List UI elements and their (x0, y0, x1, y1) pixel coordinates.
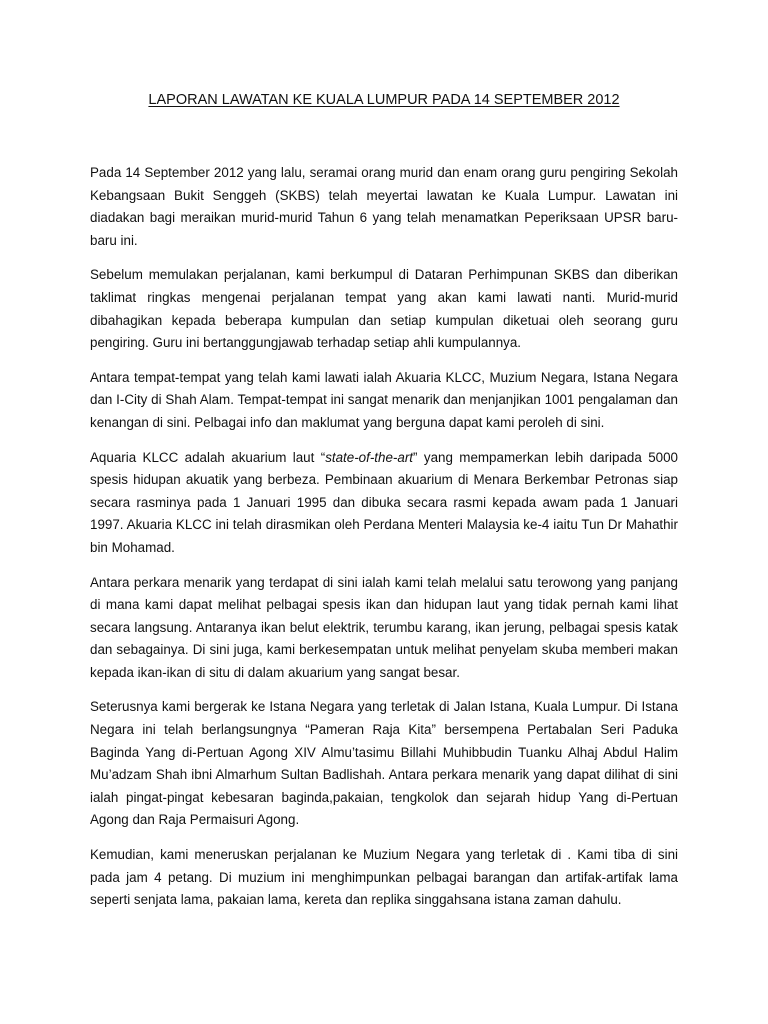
document-title: LAPORAN LAWATAN KE KUALA LUMPUR PADA 14 SEPTEMBER 2012 (148, 92, 620, 108)
paragraph-2: Sebelum memulakan perjalanan, kami berkumpul di Dataran Perhimpunan SKBS dan diberikan taklimat ringkas mengenai perjalanan tempat yang akan kami lawati nanti. Murid-murid dibahagikan kepada beberapa kumpulan dan setiap kumpulan diketuai oleh seorang guru pengiring. Guru ini bertanggungjawab terhadap setiap ahli kumpulannya. (90, 267, 678, 351)
paragraph-7: Kemudian, kami meneruskan perjalanan ke Muzium Negara yang terletak di . Kami tiba di sini pada jam 4 petang. Di muzium ini menghimpunkan pelbagai barangan dan artifak-artifak lama seperti senjata lama, pakaian lama, kereta dan replika singgahsana istana zaman dahulu. (90, 847, 678, 908)
document-body (90, 162, 678, 924)
paragraph-4-lead: Aquaria KLCC adalah akuarium laut “ (90, 449, 326, 465)
paragraph-1: Pada 14 September 2012 yang lalu, seramai orang murid dan enam orang guru pengiring Sekolah Kebangsaan Bukit Senggeh (SKBS) telah meyertai lawatan ke Kuala Lumpur. Lawatan ini diadakan bagi meraikan murid-murid Tahun 6 yang telah menamatkan Peperiksaan UPSR baru-baru ini. (90, 165, 678, 248)
paragraph-4 (90, 447, 678, 560)
paragraph-4-italic-term: state-of-the-art (325, 449, 414, 465)
paragraph-3: Antara tempat-tempat yang telah kami lawati ialah Akuaria KLCC, Muzium Negara, Istana Negara dan I-City di Shah Alam. Tempat-tempat ini sangat menarik dan menjanjikan 1001 pengalaman dan kenangan di sini. Pelbagai info dan maklumat yang berguna dapat kami peroleh di sini. (90, 369, 678, 430)
paragraph-5: Antara perkara menarik yang terdapat di sini ialah kami telah melalui satu terowong yang panjang di mana kami dapat melihat pelbagai spesis ikan dan hidupan laut yang tidak pernah kami lihat secara langsung. Antaranya ikan belut elektrik, terumbu karang, ikan jerung, pelbagai spesis katak dan sebagainya. Di sini juga, kami berkesempatan untuk melihat penyelam skuba memberi makan kepada ikan-ikan di situ di dalam akuarium yang sangat besar. (90, 574, 678, 680)
paragraph-4-rest: ” yang mempamerkan lebih daripada 5000 spesis hidupan akuatik yang berbeza. Pembinaan akuarium di Menara Berkembar Petronas siap secara rasminya pada 1 Januari 1995 dan dibuka secara rasmi kepada awam pada 1 Januari 1997. Akuaria KLCC ini telah dirasmikan oleh Perdana Menteri Malaysia ke-4 iaitu Tun Dr Mahathir bin Mohamad. (90, 449, 678, 555)
paragraph-6: Seterusnya kami bergerak ke Istana Negara yang terletak di Jalan Istana, Kuala Lumpur. Di Istana Negara ini telah berlangsungnya “Pameran Raja Kita” bersempena Pertabalan Seri Paduka Baginda Yang di-Pertuan Agong XIV Almu’tasimu Billahi Muhibbudin Tuanku Alhaj Abdul Halim Mu’adzam Shah ibni Almarhum Sultan Badlishah. Antara perkara menarik yang dapat dilihat di sini ialah pingat-pingat kebesaran baginda,pakaian, tengkolok dan sejarah hidup Yang di-Pertuan Agong dan Raja Permaisuri Agong. (90, 699, 678, 828)
